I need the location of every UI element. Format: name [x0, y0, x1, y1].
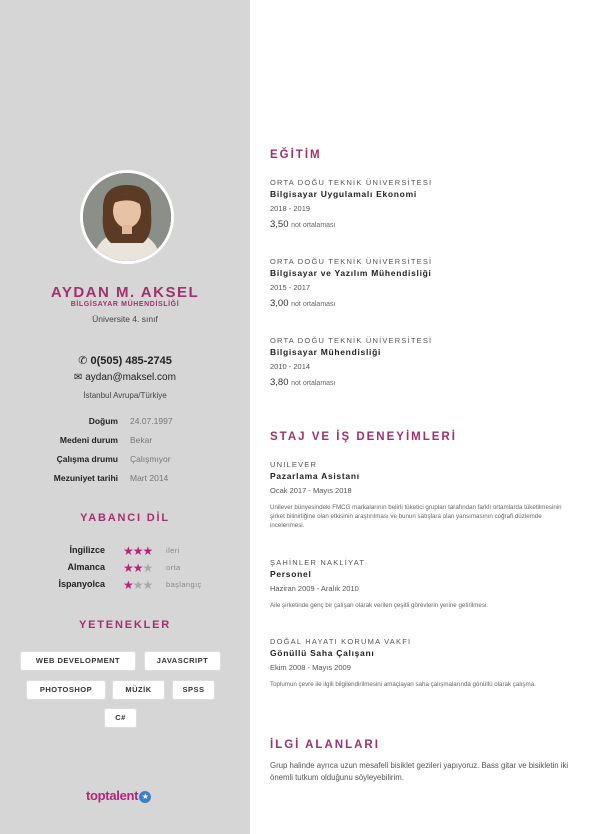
profile-photo [80, 170, 174, 264]
language-name: İngilizce [69, 545, 105, 555]
education-entry [270, 257, 575, 309]
education-dates: 2015 - 2017 [270, 283, 311, 292]
info-label: Doğum [88, 416, 118, 426]
interests-heading: İLGİ ALANLARI [270, 739, 380, 751]
position-name: Personel [270, 569, 312, 579]
profile-title: BİLGİSAYAR MÜHENDİSLİĞİ [70, 301, 180, 308]
language-row [0, 579, 250, 593]
degree-name: Bilgisayar Uygulamalı Ekonomi [270, 189, 417, 199]
education-entry [270, 178, 575, 230]
education-entry [270, 336, 575, 388]
language-name: Almanca [67, 562, 105, 572]
email-address: aydan@maksel.com [85, 372, 176, 383]
education-dates: 2018 - 2019 [270, 204, 311, 213]
company-name: ŞAHİNLER NAKLİYAT [270, 558, 366, 567]
skill-tag: JAVASCRIPT [144, 651, 221, 671]
school-name: ORTA DOĞU TEKNİK ÜNİVERSİTESİ [270, 178, 433, 187]
gpa: 3,80 not ortalaması [270, 377, 336, 388]
language-level: ileri [166, 546, 180, 555]
location: İstanbul Avrupa/Türkiye [83, 391, 167, 400]
info-label: Mezuniyet tarihi [53, 473, 118, 483]
degree-name: Bilgisayar Mühendisliği [270, 347, 382, 357]
email-line [0, 372, 250, 383]
experience-description: Toplumun çevre ile ilgili bilgilendirilmesini amaçlayan saha çalışmalarında gönüllü olarak çalışma. [270, 681, 536, 688]
experience-dates: Ekim 2008 - Mayıs 2009 [270, 663, 351, 672]
education-heading: EĞİTİM [270, 149, 322, 161]
language-level: başlangıç [166, 580, 202, 589]
experience-entry [270, 637, 575, 689]
language-row [0, 545, 250, 559]
skill-tag: WEB DEVELOPMENT [20, 651, 136, 671]
toptalent-logo: toptalent ★ [86, 788, 151, 803]
school-name: ORTA DOĞU TEKNİK ÜNİVERSİTESİ [270, 257, 433, 266]
degree-name: Bilgisayar ve Yazılım Mühendisliği [270, 268, 432, 278]
languages-heading: YABANCI DİL [80, 512, 170, 524]
language-level: orta [166, 563, 181, 572]
info-value: Bekar [130, 435, 153, 445]
language-name: İspanyolca [58, 579, 105, 589]
skill-tag: PHOTOSHOP [26, 680, 106, 700]
skills-heading: YETENEKLER [79, 619, 171, 631]
phone-line [0, 354, 250, 367]
interests-text: Grup halinde ayrıca uzun mesafeli bisiklet gezileri yapıyoruz. Bass gitar ve bisikletin iki önemli tutkum olduğunu söyleyebilirim. [270, 761, 569, 782]
language-row [0, 562, 250, 576]
school-name: ORTA DOĞU TEKNİK ÜNİVERSİTESİ [270, 336, 433, 345]
gpa: 3,00 not ortalaması [270, 298, 336, 309]
info-label: Medeni durum [59, 435, 118, 445]
experience-dates: Haziran 2009 - Aralık 2010 [270, 584, 359, 593]
info-value: Çalışmıyor [130, 454, 171, 464]
skill-tag: C# [104, 708, 137, 728]
info-row-marital [0, 435, 250, 449]
position-name: Gönüllü Saha Çalışanı [270, 648, 375, 658]
info-value: 24.07.1997 [130, 416, 173, 426]
mail-icon: ✉ [74, 372, 83, 383]
star-rating-icon: ★★★ [123, 544, 153, 558]
experience-dates: Ocak 2017 - Mayıs 2018 [270, 486, 352, 495]
position-name: Pazarlama Asistanı [270, 471, 360, 481]
profile-subtitle: Üniversite 4. sınıf [92, 314, 158, 324]
experience-entry [270, 558, 575, 610]
experience-entry [270, 460, 575, 530]
company-name: UNILEVER [270, 460, 318, 469]
phone-icon: ✆ [78, 355, 88, 367]
phone-number: 0(505) 485-2745 [90, 355, 172, 367]
experience-heading: STAJ VE İŞ DENEYİMLERİ [270, 431, 457, 443]
info-label: Çalışma drumu [56, 454, 118, 464]
experience-description: Aile şirketinde genç bir çalışan olarak verilen çeşitli görevlerin yerine getirilmesi. [270, 602, 489, 609]
star-rating-icon: ★★★ [123, 578, 153, 592]
education-dates: 2010 - 2014 [270, 362, 311, 371]
info-row-birth [0, 416, 250, 430]
company-name: DOĞAL HAYATI KORUMA VAKFI [270, 637, 412, 646]
logo-star-icon: ★ [139, 791, 151, 803]
skill-tag: MÜZİK [112, 680, 165, 700]
skill-tag: SPSS [172, 680, 215, 700]
main-content [250, 0, 593, 834]
sidebar [0, 0, 250, 834]
gpa: 3,50 not ortalaması [270, 219, 336, 230]
profile-name: AYDAN M. AKSEL [50, 284, 200, 301]
info-row-work-status [0, 454, 250, 468]
star-rating-icon: ★★★ [123, 561, 153, 575]
info-row-graduation [0, 473, 250, 487]
experience-description: Unilever bünyesindeki FMCG markalarının belirli tüketici grupları tarafından farklı ortamlarda tüketilmesinin şirket bilinirliğine olan etkisinin araştırılması ve bunun satışlara olan yansımasının coğrafi düzlemde incelenmesi. [270, 504, 562, 529]
info-value: Mart 2014 [130, 473, 169, 483]
